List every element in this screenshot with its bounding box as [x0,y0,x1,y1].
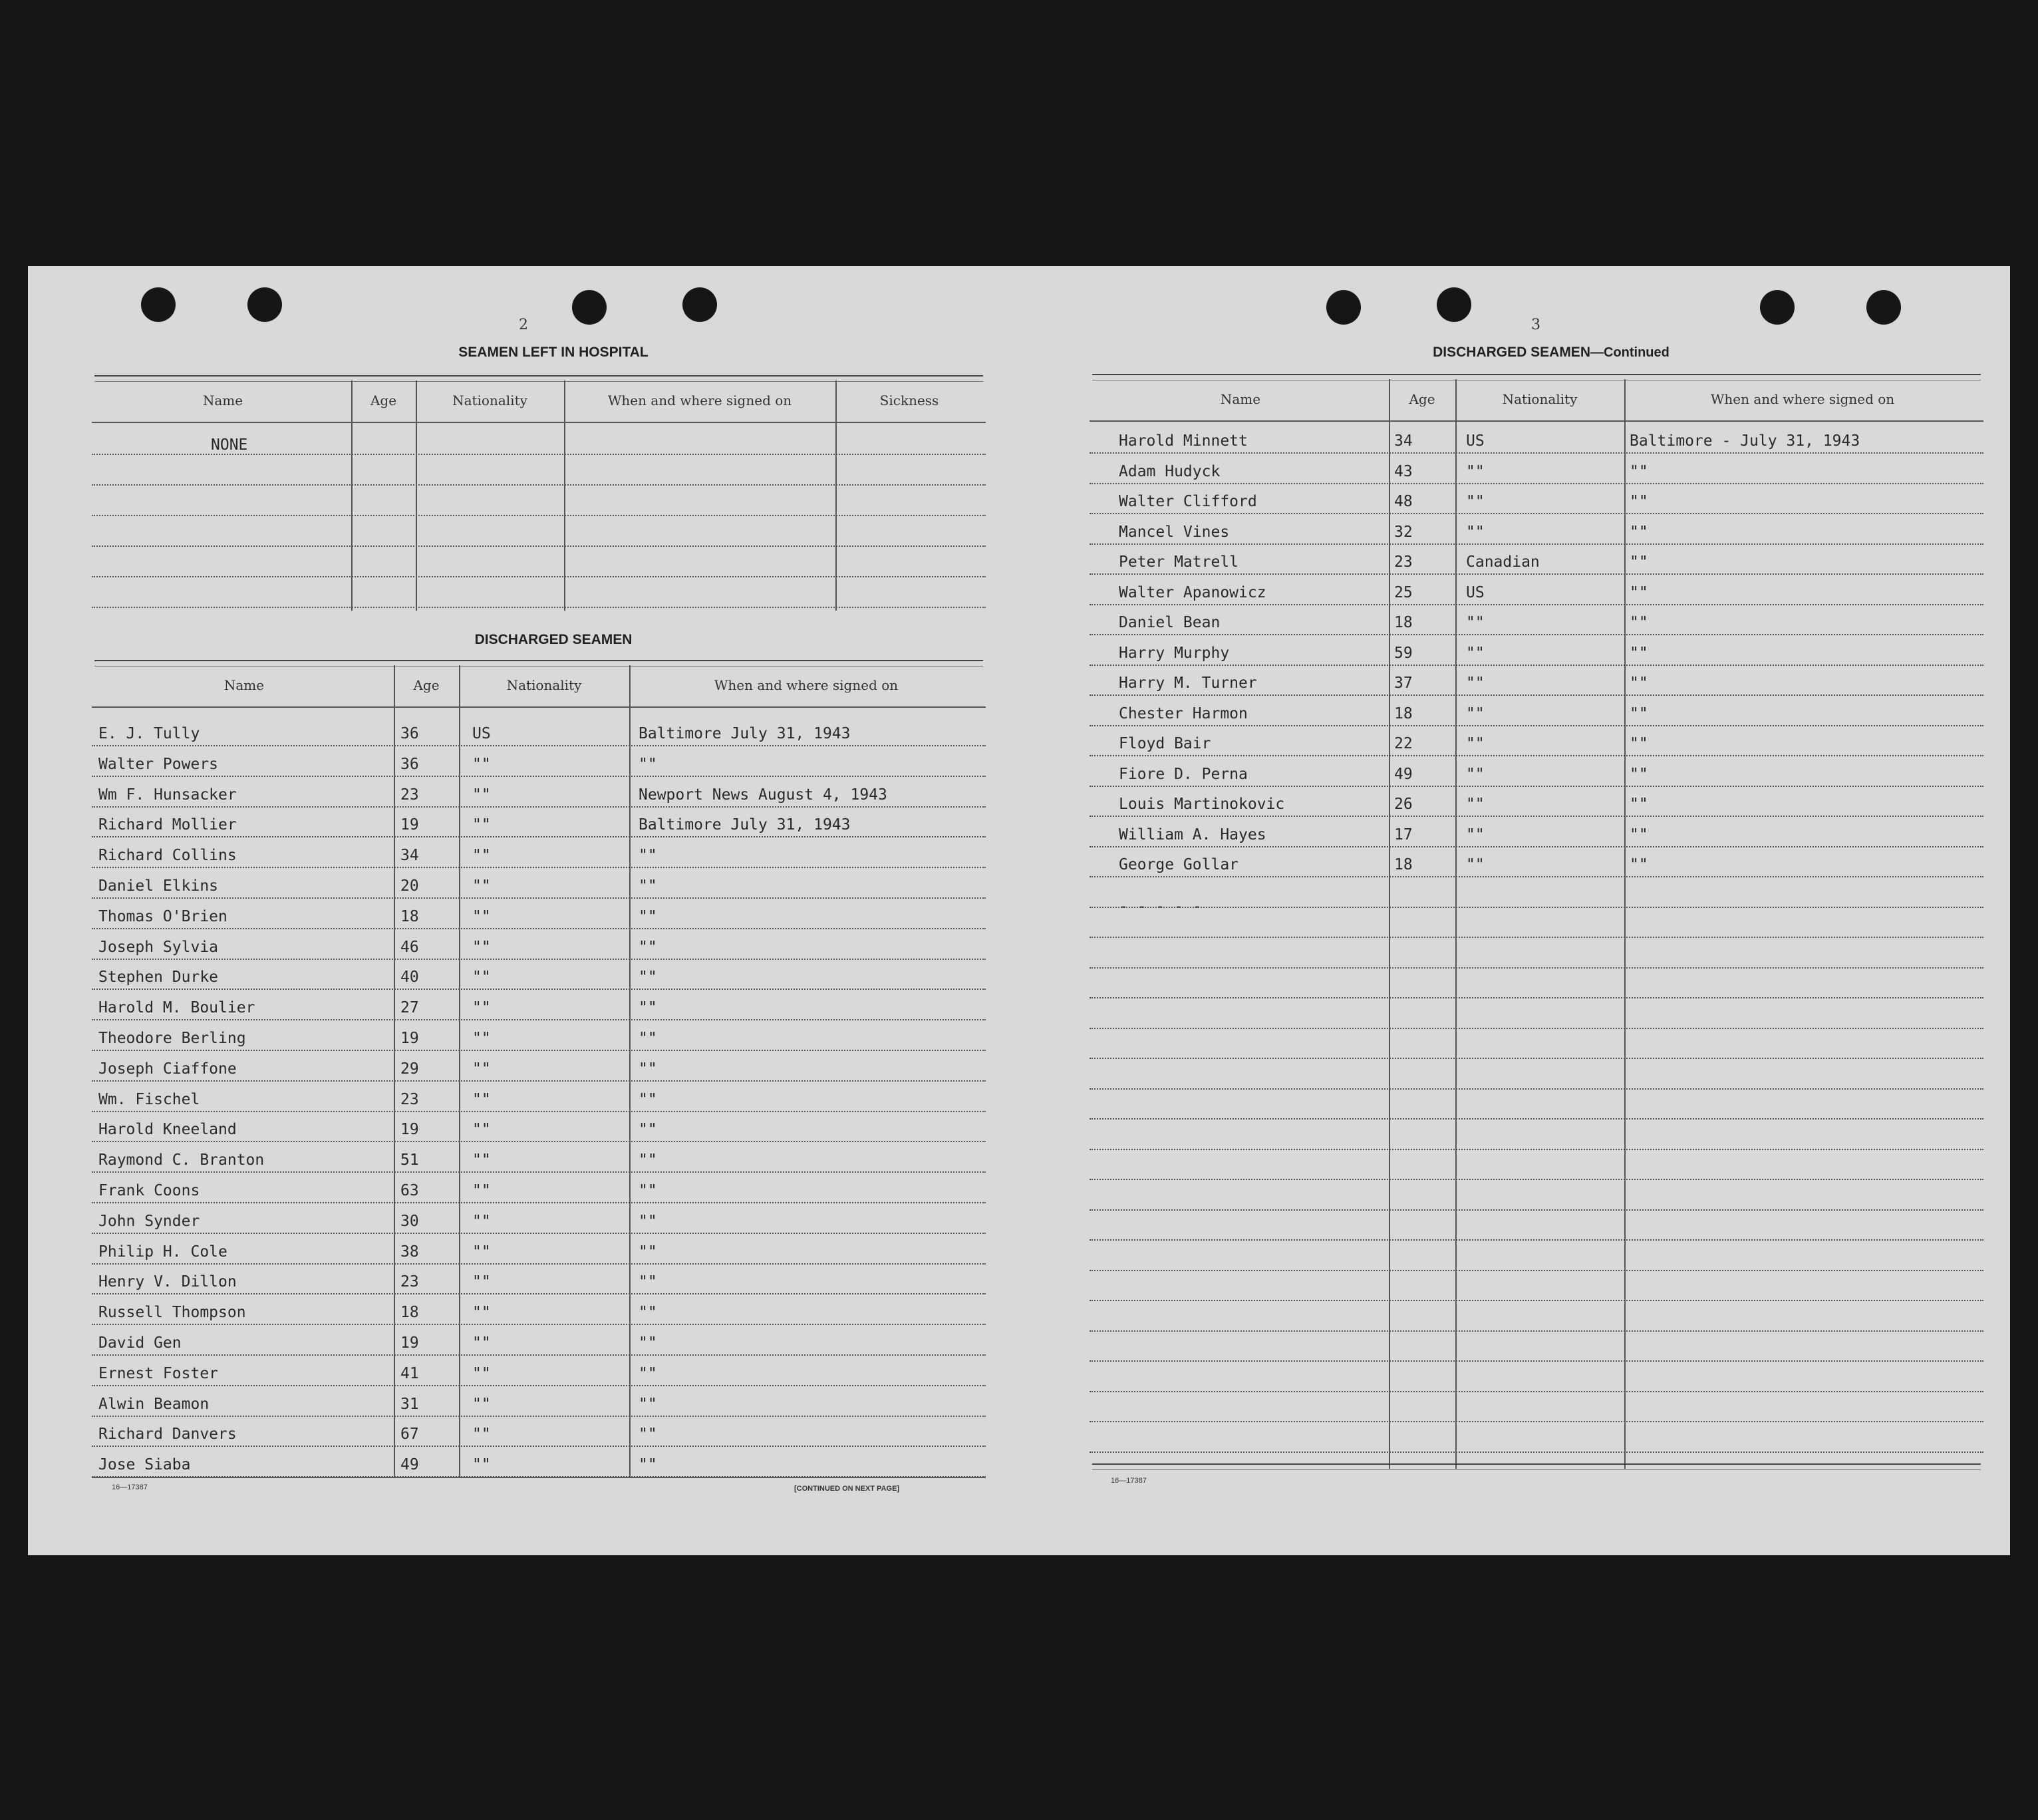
seaman-name: Stephen Durke [98,969,219,986]
seaman-age: 41 [400,1364,419,1382]
seaman-nationality: "" [472,1030,491,1047]
seaman-nationality: "" [472,1090,491,1108]
seaman-age: 43 [1394,462,1413,480]
seaman-age: 40 [400,969,419,986]
log-sheet [28,266,2010,1555]
seaman-signed-on: "" [639,1426,657,1443]
seaman-name: E. J. Tully [98,725,200,742]
seaman-name: Fiore D. Perna [1119,765,1248,783]
right-header-rule [1090,420,1983,422]
hospital-top-rule [94,375,983,382]
form-number-right: 16—17387 [1111,1477,1147,1485]
seaman-age: 23 [1394,553,1413,571]
seaman-name: Wm. Fischel [98,1090,200,1108]
row-line [1090,483,1983,484]
right-col-name: Name [1220,391,1261,407]
seaman-age: 67 [400,1426,419,1443]
row-line [1090,725,1983,726]
row-line [1090,513,1983,514]
row-line [1090,1028,1983,1029]
seaman-age: 48 [1394,493,1413,510]
discharged-col-age: Age [413,677,440,693]
seaman-nationality: "" [1466,614,1485,631]
row-line [92,1354,986,1356]
seaman-signed-on: "" [639,1456,657,1474]
binder-hole [247,287,282,322]
seaman-signed-on: Baltimore July 31, 1943 [639,725,851,742]
seaman-nationality: "" [472,1334,491,1352]
seaman-name: Harry Murphy [1119,644,1230,662]
seaman-signed-on: "" [639,1273,657,1291]
seaman-name: Walter Powers [98,755,219,773]
seaman-nationality: "" [472,907,491,925]
row-line [1090,1330,1983,1332]
binder-hole [141,287,176,322]
seaman-signed-on: "" [639,1364,657,1382]
hospital-col-sickness: Sickness [879,392,939,408]
seaman-age: 18 [400,1304,419,1322]
row-line [92,959,986,960]
row-line [1090,1270,1983,1271]
seaman-signed-on: "" [639,1304,657,1322]
hospital-section-title: SEAMEN LEFT IN HOSPITAL [458,345,649,360]
hospital-col-age: Age [370,392,397,408]
hospital-row-line [92,454,986,455]
seaman-signed-on: Baltimore - July 31, 1943 [1630,432,1860,450]
row-line [1090,1239,1983,1241]
seaman-age: 18 [1394,704,1413,722]
seaman-nationality: "" [1466,644,1485,662]
seaman-name: Daniel Elkins [98,877,219,895]
seaman-age: 23 [400,1090,419,1108]
seaman-signed-on: "" [639,1243,657,1261]
seaman-signed-on: "" [639,755,657,773]
discharged-continued-title-main: DISCHARGED SEAMEN [1433,345,1590,360]
seaman-nationality: "" [472,1182,491,1199]
right-bottom-rule [1092,1463,1981,1470]
seaman-name: Henry V. Dillon [98,1273,237,1291]
seaman-age: 18 [1394,614,1413,631]
seaman-name: Floyd Bair [1119,735,1211,752]
seaman-age: 19 [400,1030,419,1047]
seaman-nationality: "" [472,1456,491,1474]
seaman-signed-on: "" [639,1182,657,1199]
row-line [92,1233,986,1234]
seaman-name: Richard Collins [98,847,237,865]
row-line [92,988,986,990]
binder-hole [572,290,607,325]
seaman-signed-on: "" [639,1090,657,1108]
hospital-row-line [92,515,986,516]
seaman-signed-on: "" [1630,704,1648,722]
seaman-signed-on: Baltimore July 31, 1943 [639,816,851,834]
row-line [92,1385,986,1386]
discharged-col-name: Name [223,677,265,693]
row-line [1090,846,1983,847]
row-line [1090,967,1983,969]
seaman-name: Frank Coons [98,1182,200,1199]
seaman-age: 19 [400,1121,419,1139]
discharged-bottom-rule [92,1477,986,1478]
row-line [92,1080,986,1082]
seaman-nationality: "" [472,1243,491,1261]
seaman-signed-on: Newport News August 4, 1943 [639,786,887,804]
seaman-nationality: US [472,725,491,742]
seaman-name: Daniel Bean [1119,614,1221,631]
hospital-entry: NONE [211,436,248,454]
row-line [1090,1209,1983,1211]
end-of-list-mark: - - - - - [1119,898,1202,915]
right-top-rule [1092,374,1981,380]
seaman-name: Walter Clifford [1119,493,1257,510]
row-line [92,1263,986,1265]
seaman-name: Ernest Foster [98,1364,219,1382]
seaman-signed-on: "" [1630,462,1648,480]
discharged-col-divider [394,665,395,1478]
seaman-age: 17 [1394,826,1413,843]
seaman-name: Wm F. Hunsacker [98,786,237,804]
seaman-nationality: "" [1466,765,1485,783]
row-line [1090,1088,1983,1090]
seaman-signed-on: "" [639,1212,657,1230]
seaman-signed-on: "" [639,877,657,895]
seaman-name: Walter Apanowicz [1119,583,1266,601]
seaman-signed-on: "" [1630,765,1648,783]
continued-note: [CONTINUED ON NEXT PAGE] [794,1485,900,1493]
seaman-signed-on: "" [1630,553,1648,571]
row-line [92,1019,986,1020]
seaman-name: Raymond C. Branton [98,1151,265,1169]
hospital-row-line [92,607,986,608]
row-line [1090,543,1983,545]
row-line [1090,1421,1983,1422]
seaman-nationality: "" [472,1364,491,1382]
row-line [92,1050,986,1051]
row-line [92,867,986,868]
seaman-age: 19 [400,816,419,834]
right-col-age: Age [1409,391,1435,407]
seaman-nationality: "" [472,1212,491,1230]
row-line [1090,907,1983,908]
seaman-nationality: "" [472,755,491,773]
hospital-col-name: Name [202,392,243,408]
hospital-header-rule [92,422,986,423]
seaman-nationality: "" [472,1304,491,1322]
discharged-col-divider [629,665,631,1478]
seaman-age: 27 [400,999,419,1017]
seaman-nationality: "" [472,1395,491,1413]
hospital-col-signed: When and where signed on [607,392,792,408]
seaman-name: Russell Thompson [98,1304,246,1322]
seaman-name: David Gen [98,1334,182,1352]
seaman-signed-on: "" [1630,583,1648,601]
seaman-signed-on: "" [639,1395,657,1413]
seaman-age: 38 [400,1243,419,1261]
discharged-col-signed: When and where signed on [714,677,899,693]
seaman-age: 36 [400,755,419,773]
seaman-name: Harry M. Turner [1119,675,1257,692]
row-line [92,1171,986,1173]
seaman-age: 30 [400,1212,419,1230]
seaman-name: Alwin Beamon [98,1395,210,1413]
seaman-name: Harold Minnett [1119,432,1248,450]
seaman-nationality: "" [472,999,491,1017]
seaman-nationality: "" [472,1273,491,1291]
row-line [1090,937,1983,938]
binder-hole [1326,290,1361,325]
page-number-left: 2 [519,317,528,333]
row-line [1090,1451,1983,1453]
seaman-signed-on: "" [639,1060,657,1078]
row-line [1090,1391,1983,1392]
seaman-nationality: "" [1466,462,1485,480]
right-col-nationality: Nationality [1502,391,1578,407]
seaman-nationality: "" [1466,523,1485,541]
seaman-signed-on: "" [639,1334,657,1352]
seaman-nationality: "" [472,1121,491,1139]
row-line [1090,1058,1983,1059]
row-line [92,1445,986,1447]
seaman-name: Philip H. Cole [98,1243,227,1261]
seaman-signed-on: "" [1630,493,1648,510]
hospital-row-line [92,484,986,486]
seaman-nationality: US [1466,432,1485,450]
seaman-nationality: "" [472,786,491,804]
seaman-signed-on: "" [639,1030,657,1047]
row-line [1090,1118,1983,1120]
row-line [92,806,986,808]
seaman-signed-on: "" [1630,523,1648,541]
seaman-nationality: Canadian [1466,553,1540,571]
row-line [1090,604,1983,605]
seaman-age: 36 [400,725,419,742]
seaman-age: 46 [400,938,419,956]
seaman-name: John Synder [98,1212,200,1230]
row-line [1090,997,1983,998]
row-line [1090,665,1983,666]
seaman-nationality: "" [1466,826,1485,843]
seaman-age: 34 [1394,432,1413,450]
page-number-right: 3 [1531,317,1540,333]
hospital-col-nationality: Nationality [452,392,527,408]
row-line [92,1324,986,1325]
row-line [1090,634,1983,635]
seaman-name: Peter Matrell [1119,553,1239,571]
binder-hole [1437,287,1471,322]
seaman-name: Richard Danvers [98,1426,237,1443]
seaman-age: 25 [1394,583,1413,601]
row-line [1090,573,1983,575]
row-line [92,745,986,746]
seaman-age: 26 [1394,796,1413,813]
row-line [1090,1360,1983,1362]
seaman-age: 49 [1394,765,1413,783]
row-line [1090,694,1983,696]
seaman-name: William A. Hayes [1119,826,1266,843]
seaman-nationality: "" [1466,675,1485,692]
discharged-header-rule [92,706,986,708]
seaman-signed-on: "" [639,847,657,865]
discharged-continued-title-suffix: —Continued [1590,345,1670,360]
discharged-continued-title [1305,345,1797,361]
seaman-name: Chester Harmon [1119,704,1248,722]
seaman-name: Joseph Ciaffone [98,1060,237,1078]
discharged-top-rule [94,660,983,667]
seaman-name: Adam Hudyck [1119,462,1221,480]
seaman-name: George Gollar [1119,856,1239,873]
discharged-col-nationality: Nationality [506,677,582,693]
row-line [92,897,986,899]
seaman-name: Theodore Berling [98,1030,246,1047]
seaman-name: Louis Martinokovic [1119,796,1285,813]
hospital-row-line [92,545,986,547]
seaman-signed-on: "" [1630,796,1648,813]
row-line [92,1202,986,1203]
seaman-age: 29 [400,1060,419,1078]
seaman-name: Harold Kneeland [98,1121,237,1139]
row-line [1090,876,1983,877]
binder-hole [682,287,717,322]
seaman-age: 34 [400,847,419,865]
seaman-name: Thomas O'Brien [98,907,227,925]
seaman-age: 32 [1394,523,1413,541]
row-line [1090,786,1983,787]
seaman-age: 18 [1394,856,1413,873]
row-line [92,1111,986,1112]
form-number-left: 16—17387 [112,1483,148,1491]
seaman-nationality: US [1466,583,1485,601]
seaman-name: Mancel Vines [1119,523,1230,541]
hospital-row-line [92,576,986,577]
seaman-nationality: "" [472,969,491,986]
seaman-signed-on: "" [639,938,657,956]
seaman-age: 18 [400,907,419,925]
seaman-nationality: "" [472,816,491,834]
binder-hole [1760,290,1795,325]
seaman-nationality: "" [472,847,491,865]
discharged-section-title: DISCHARGED SEAMEN [474,632,633,647]
row-line [1090,755,1983,756]
row-line [1090,1179,1983,1180]
discharged-col-divider [459,665,460,1478]
seaman-nationality: "" [472,1060,491,1078]
seaman-signed-on: "" [1630,614,1648,631]
binder-hole [1866,290,1901,325]
seaman-age: 19 [400,1334,419,1352]
seaman-nationality: "" [472,877,491,895]
seaman-age: 23 [400,786,419,804]
seaman-age: 22 [1394,735,1413,752]
seaman-signed-on: "" [639,907,657,925]
seaman-signed-on: "" [1630,644,1648,662]
row-line [92,1416,986,1417]
row-line [1090,452,1983,454]
seaman-age: 31 [400,1395,419,1413]
seaman-signed-on: "" [639,999,657,1017]
seaman-signed-on: "" [1630,675,1648,692]
seaman-signed-on: "" [1630,826,1648,843]
seaman-nationality: "" [1466,704,1485,722]
right-col-signed: When and where signed on [1710,391,1895,407]
seaman-nationality: "" [1466,796,1485,813]
seaman-nationality: "" [472,1426,491,1443]
seaman-nationality: "" [472,938,491,956]
seaman-nationality: "" [1466,856,1485,873]
row-line [92,836,986,837]
seaman-age: 37 [1394,675,1413,692]
seaman-name: Harold M. Boulier [98,999,255,1017]
seaman-nationality: "" [472,1151,491,1169]
row-line [92,1141,986,1142]
seaman-nationality: "" [1466,735,1485,752]
row-line [1090,1300,1983,1301]
seaman-age: 49 [400,1456,419,1474]
row-line [1090,1149,1983,1150]
seaman-signed-on: "" [639,969,657,986]
seaman-age: 51 [400,1151,419,1169]
seaman-age: 20 [400,877,419,895]
seaman-age: 23 [400,1273,419,1291]
row-line [92,1293,986,1294]
seaman-signed-on: "" [639,1121,657,1139]
seaman-age: 63 [400,1182,419,1199]
seaman-signed-on: "" [639,1151,657,1169]
seaman-name: Joseph Sylvia [98,938,219,956]
seaman-signed-on: "" [1630,735,1648,752]
row-line [92,776,986,777]
row-line [92,928,986,929]
seaman-age: 59 [1394,644,1413,662]
row-line [1090,816,1983,817]
seaman-name: Richard Mollier [98,816,237,834]
seaman-signed-on: "" [1630,856,1648,873]
seaman-nationality: "" [1466,493,1485,510]
seaman-name: Jose Siaba [98,1456,191,1474]
